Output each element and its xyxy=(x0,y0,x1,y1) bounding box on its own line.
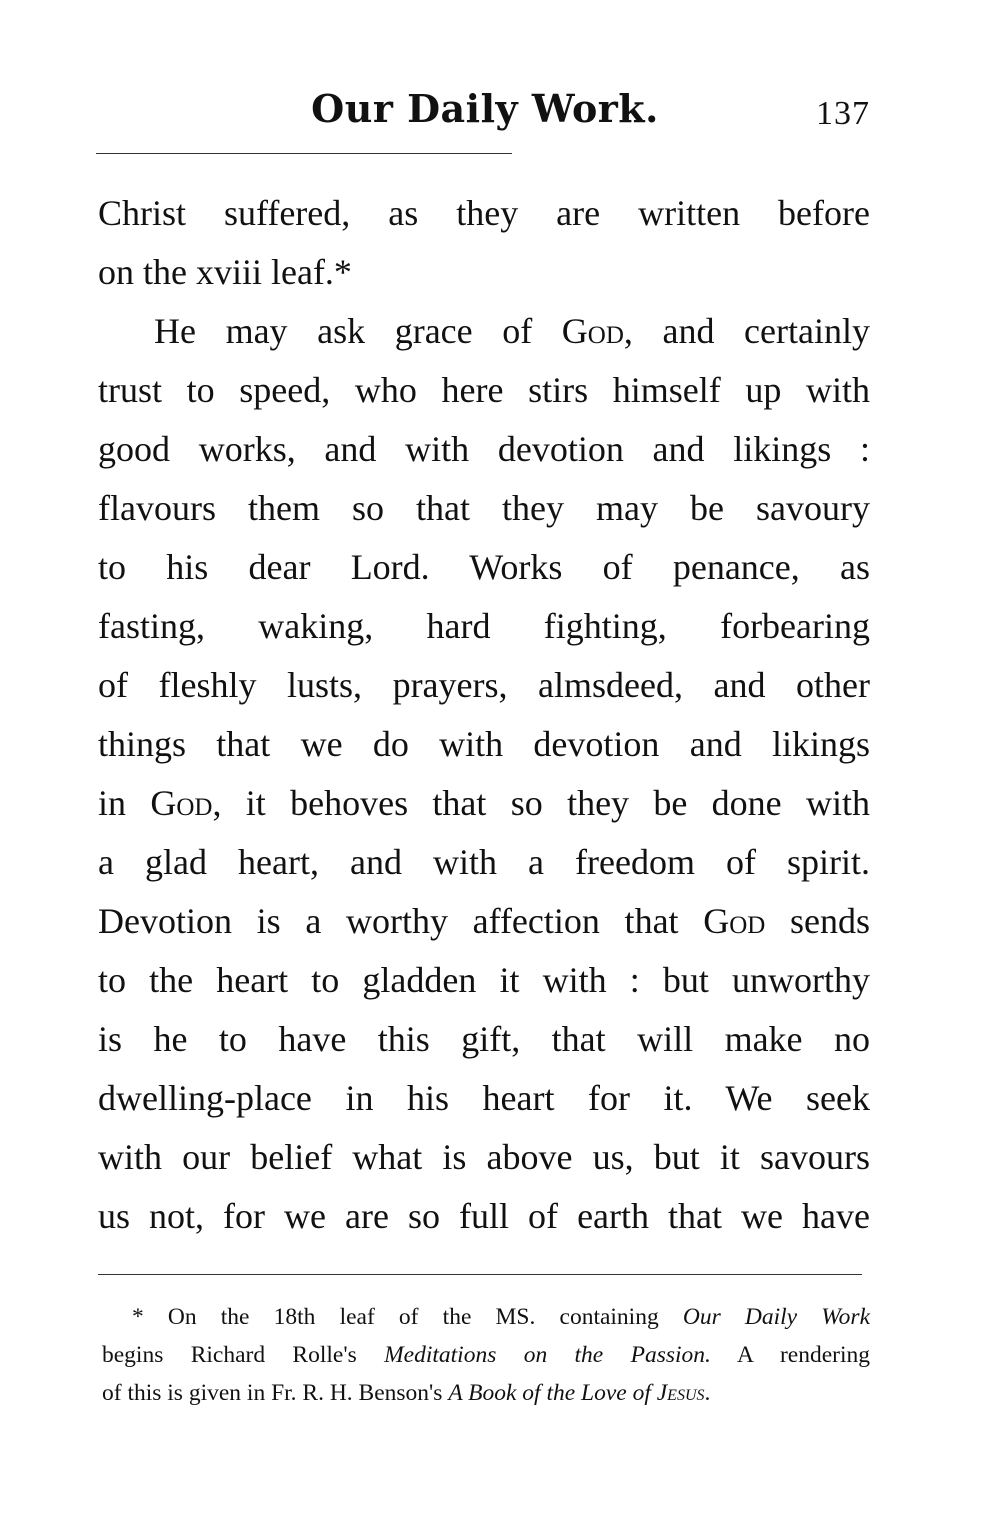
small-caps-god: God xyxy=(703,901,766,941)
text-line: a glad heart, and with a freedom of spirit. xyxy=(98,842,870,882)
text-line: good works, and with devotion and likings : xyxy=(98,429,870,469)
text-line: us not, for we are so full of earth that we have xyxy=(98,1196,870,1236)
page-number: 137 xyxy=(816,95,870,132)
text-line: dwelling-place in his heart for it. We seek xyxy=(98,1078,870,1118)
text-line: Devotion is a worthy affection that God sends xyxy=(98,901,870,941)
text-line: with our belief what is above us, but it savours xyxy=(98,1137,870,1177)
text-line: fasting, waking, hard fighting, forbearing xyxy=(98,606,870,646)
header-rule xyxy=(96,153,512,154)
text-line: trust to speed, who here stirs himself up with xyxy=(98,370,870,410)
text-line: of fleshly lusts, prayers, almsdeed, and other xyxy=(98,665,870,705)
text-line: to his dear Lord. Works of penance, as xyxy=(98,547,870,587)
footnote-line: * On the 18th leaf of the MS. containing Our Daily Work xyxy=(132,1304,870,1330)
text-line: in God, it behoves that so they be done with xyxy=(98,783,870,823)
running-title: Our Daily Work. xyxy=(311,86,659,131)
text-line: Christ suffered, as they are written before xyxy=(98,193,870,233)
text-line: He may ask grace of God, and certainly xyxy=(154,311,870,351)
footnote xyxy=(102,1298,870,1412)
text-line: is he to have this gift, that will make no xyxy=(98,1019,870,1059)
text-line: things that we do with devotion and likings xyxy=(98,724,870,764)
text-line: to the heart to gladden it with : but unworthy xyxy=(98,960,870,1000)
small-caps-god: God xyxy=(561,311,624,351)
italic-title: A Book of the Love of xyxy=(448,1380,657,1406)
small-caps-god: God xyxy=(150,783,213,823)
body-text xyxy=(98,184,870,1246)
text-line: flavours them so that they may be savoury xyxy=(98,488,870,528)
footnote-line: of this is given in Fr. R. H. Benson's A Book of the Love of Jesus. xyxy=(102,1380,711,1406)
small-caps-jesus: Jesus xyxy=(656,1380,705,1406)
footnote-line: begins Richard Rolle's Meditations on the Passion. A rendering xyxy=(102,1342,870,1368)
italic-title: Meditations on the Passion. xyxy=(384,1342,711,1368)
running-head xyxy=(98,84,872,144)
italic-title: Our Daily Work xyxy=(682,1304,870,1330)
footnote-rule xyxy=(98,1274,862,1275)
text-line: on the xviii leaf.* xyxy=(98,252,352,292)
